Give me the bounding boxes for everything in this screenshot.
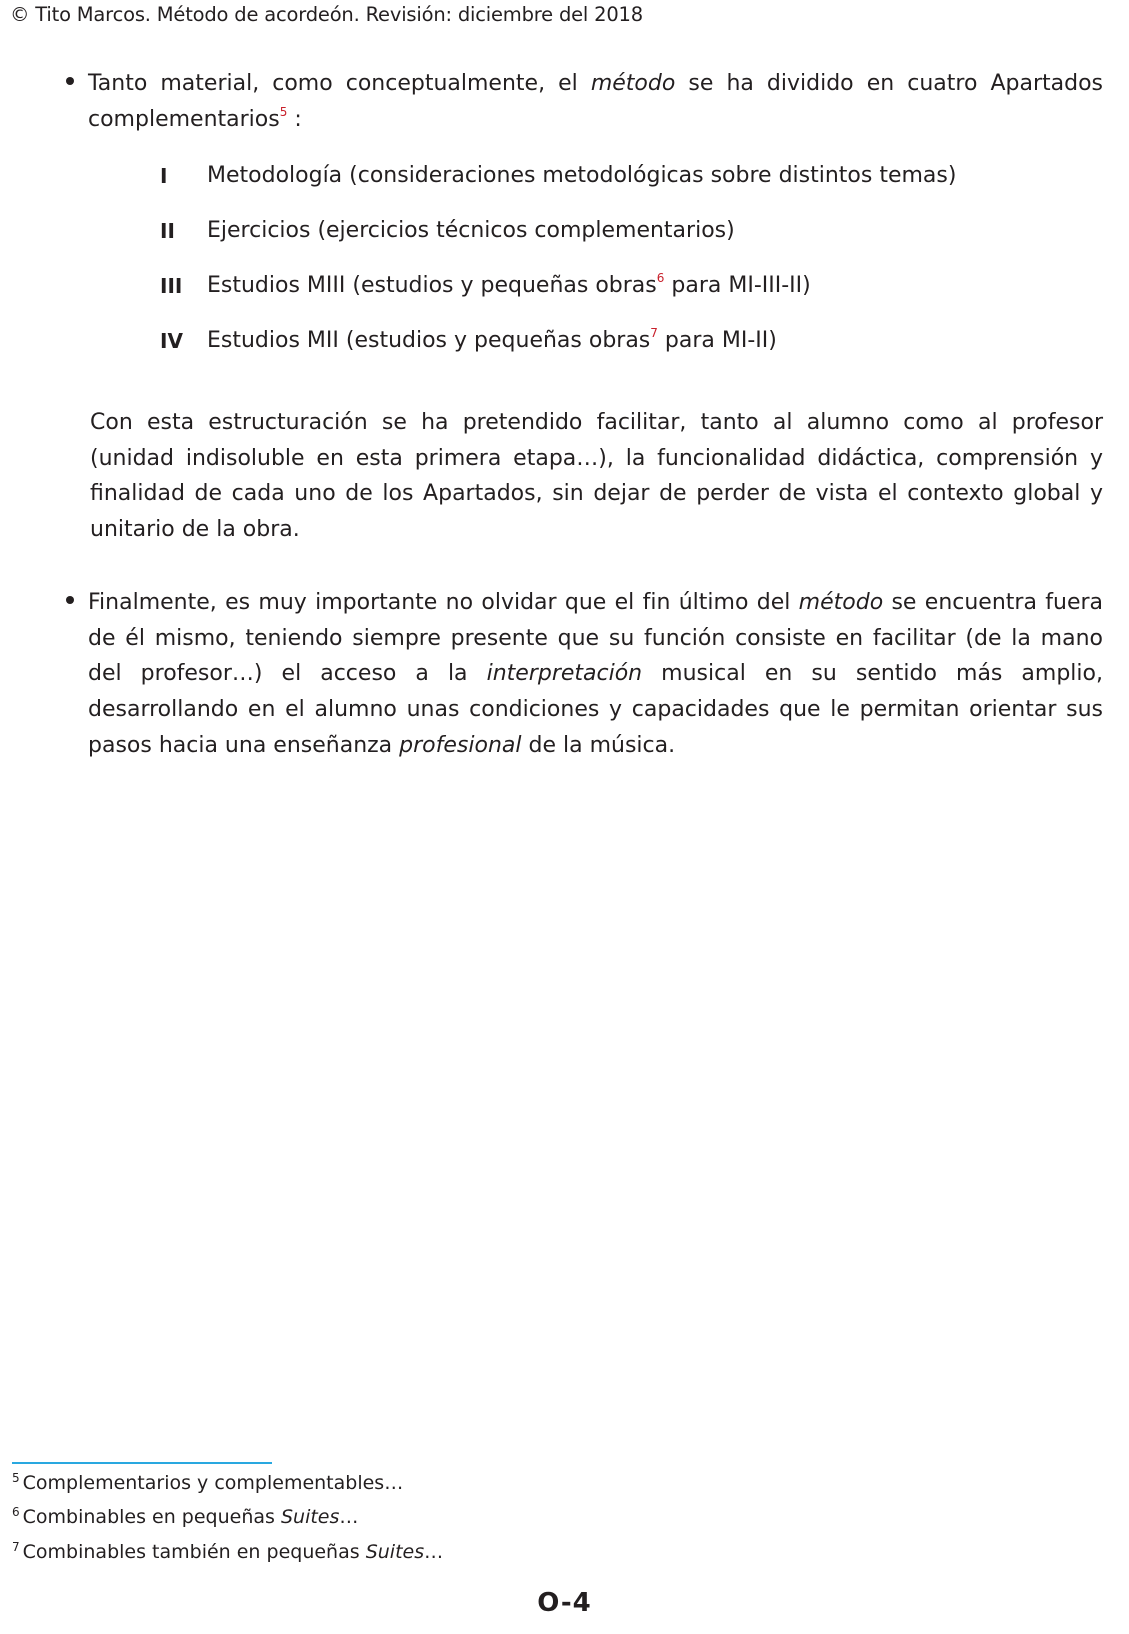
footnote-divider	[12, 1462, 272, 1464]
footnote-5	[12, 1472, 403, 1494]
footnote-emphasis: Suites	[365, 1541, 425, 1563]
bullet2-text-3: musical en su sentido más amplio, desarrollando en el alumno unas condiciones y capacidades que le permitan orientar sus pasos hacia una enseñanza	[88, 661, 1103, 758]
bullet-icon	[66, 77, 74, 85]
list-numeral: III	[160, 274, 183, 298]
list-item-text	[207, 326, 777, 356]
bullet1-text-end: se ha dividido en cuatro Apartados complementarios	[88, 71, 1103, 132]
bullet2-emphasis-2: interpretación	[486, 661, 643, 687]
list-numeral: IV	[160, 329, 183, 353]
bullet2-emphasis-1: método	[798, 590, 884, 615]
footnote-ellipsis: …	[339, 1506, 359, 1528]
bullet2-text-2: se encuentra fuera de él mismo, teniendo siempre presente que su función consiste en facilitar (de la mano del profesor…) el acceso a la	[88, 590, 1104, 687]
list-numeral: II	[160, 219, 175, 243]
footnote-ref-5[interactable]: 5	[279, 104, 288, 119]
list-item-text-part: Estudios MIII (estudios y pequeñas obras	[207, 273, 657, 298]
footnote-text: Combinables en pequeñas	[22, 1506, 281, 1528]
list-item-text-part: Estudios MII (estudios y pequeñas obras	[207, 328, 651, 353]
footnote-text: Complementarios y complementables…	[22, 1472, 404, 1494]
footnote-ref-6[interactable]: 6	[656, 271, 665, 285]
footnote-number: 7	[12, 1540, 20, 1554]
bullet1-colon: :	[287, 106, 302, 132]
bullet2-text-1: Finalmente, es muy importante no olvidar que el fin último del	[88, 590, 799, 615]
bullet1-emphasis: método	[590, 71, 676, 96]
page-number: O-4	[537, 1588, 592, 1618]
bullet-paragraph-1	[88, 66, 1103, 137]
bullet-icon	[66, 596, 74, 604]
page-header: © Tito Marcos. Método de acordeón. Revisión: diciembre del 2018	[10, 3, 643, 26]
footnote-number: 5	[12, 1471, 20, 1485]
body-paragraph: Con esta estructuración se ha pretendido facilitar, tanto al alumno como al profesor (unidad indisoluble en esta primera etapa…), la funcionalidad didáctica, comprensión y finalidad de cada uno de los Apartados, sin dejar de perder de vista el contexto global y unitario de la obra.	[90, 410, 1103, 543]
footnote-number: 6	[12, 1505, 20, 1519]
footnote-6	[12, 1506, 358, 1528]
footnote-7	[12, 1541, 443, 1563]
list-item-text: Metodología (consideraciones metodológicas sobre distintos temas)	[207, 163, 957, 188]
footnote-ellipsis: …	[424, 1541, 444, 1563]
footnote-emphasis: Suites	[280, 1506, 340, 1528]
bullet2-text-4: de la música.	[521, 732, 676, 758]
list-item-text	[207, 271, 811, 301]
bullet-paragraph-2	[88, 585, 1103, 764]
list-item-text-after: para MI-II)	[657, 328, 777, 353]
list-item-text-after: para MI-III-II)	[664, 273, 811, 298]
list-numeral: I	[160, 164, 168, 188]
bullet2-emphasis-3: profesional	[399, 732, 522, 758]
bullet1-text-start: Tanto material, como conceptualmente, el	[88, 71, 591, 96]
list-item-text: Ejercicios (ejercicios técnicos complementarios)	[207, 218, 735, 243]
footnote-text: Combinables también en pequeñas	[22, 1541, 366, 1563]
footnote-ref-7[interactable]: 7	[650, 326, 658, 340]
